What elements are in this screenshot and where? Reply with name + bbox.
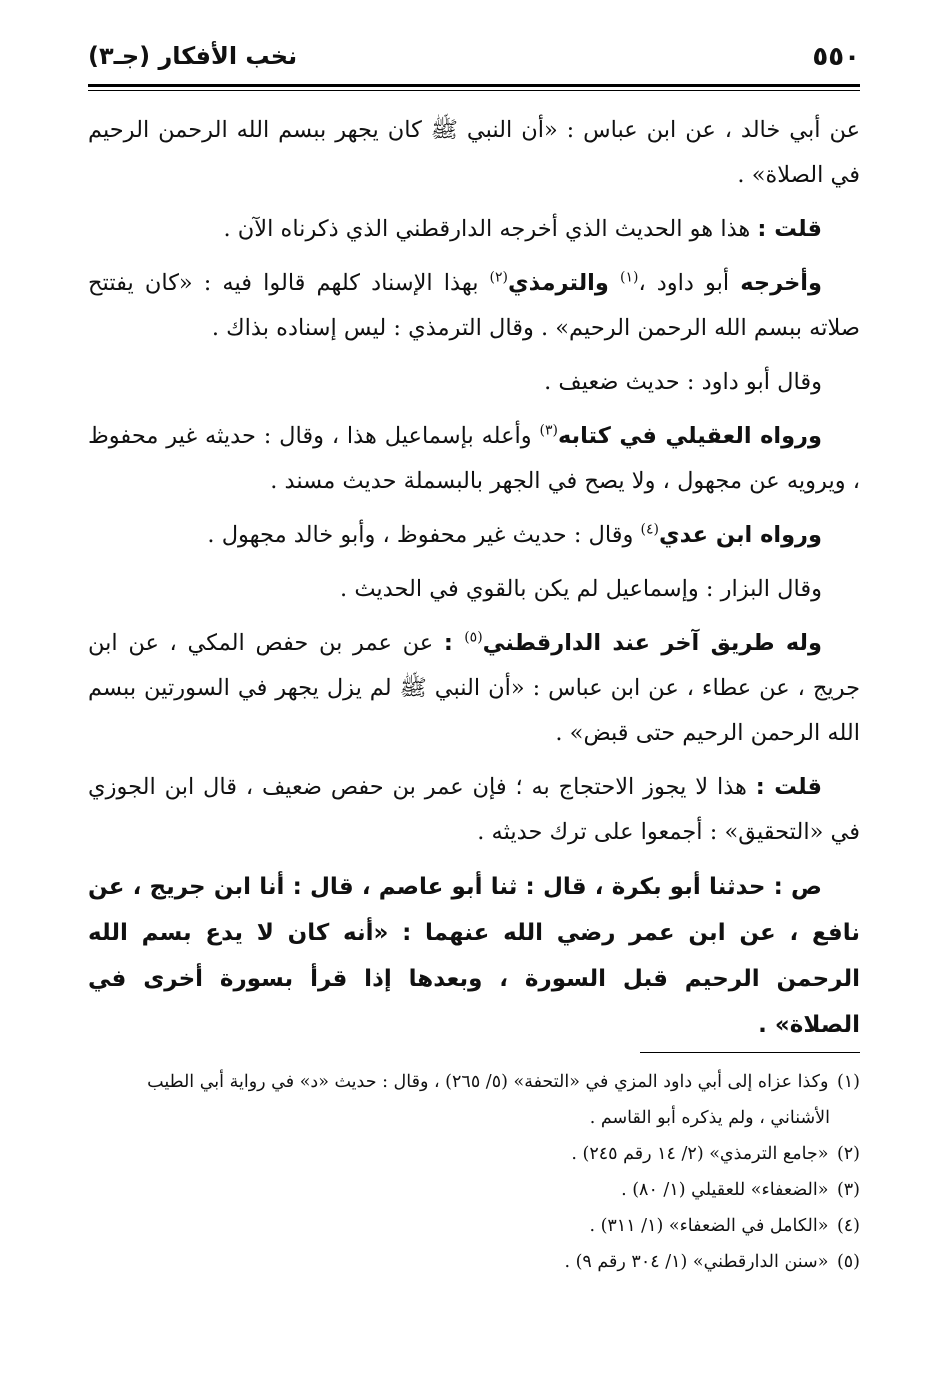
footnotes [88, 1064, 860, 1280]
footnote-4 [88, 1208, 860, 1244]
paragraph-10 [88, 864, 860, 1048]
paragraph-3-part-a: أبو داود ، [638, 270, 730, 296]
footnote-separator [640, 1052, 860, 1053]
paragraph-9-text: هذا لا يجوز الاحتجاج به ؛ فإن عمر بن حفص ضعيف ، قال ابن الجوزي في «التحقيق» : أجمعوا على ترك حديثه . [88, 774, 860, 845]
header-rule-thin [88, 90, 860, 91]
paragraph-4-text: وقال أبو داود : حديث ضعيف . [544, 369, 822, 395]
paragraph-3-part-b: بهذا الإسناد كلهم قالوا فيه : «كان يفتتح صلاته ببسم الله الرحمن الرحيم» . وقال الترمذي : ليس إسناده بذاك . [88, 270, 860, 341]
paragraph-1-text: عن أبي خالد ، عن ابن عباس : «أن النبي ﷺ كان يجهر ببسم الله الرحمن الرحيم في الصلاة» . [88, 117, 860, 188]
paragraph-1 [88, 108, 860, 198]
footnote-4-text: «الكامل في الضعفاء» (١/ ٣١١) . [589, 1216, 829, 1236]
running-title: نخب الأفكار (جـ٣) [88, 42, 298, 70]
footnote-2-text: «جامع الترمذي» (٢/ ١٤ رقم ٢٤٥) . [571, 1144, 829, 1164]
paragraph-3-lead-2: والترمذي [508, 270, 609, 296]
page-header [88, 40, 860, 84]
paragraph-4 [88, 360, 860, 405]
footnote-ref-5[interactable]: (٥) [464, 629, 483, 646]
footnote-ref-4[interactable]: (٤) [640, 521, 660, 538]
paragraph-6-lead: ورواه ابن عدي [659, 522, 822, 548]
footnote-5-text: «سنن الدارقطني» (١/ ٣٠٤ رقم ٩) . [564, 1252, 829, 1272]
paragraph-8-colon: : [443, 630, 465, 656]
paragraph-5 [88, 414, 860, 504]
footnote-ref-1[interactable]: (١) [619, 269, 639, 286]
paragraph-10-text: ص : حدثنا أبو بكرة ، قال : ثنا أبو عاصم ، قال : أنا ابن جريج ، عن نافع ، عن ابن عمر رضي الله عنهما : «أنه كان لا يدع بسم الله الرحمن الرحيم قبل السورة ، وبعدها إذا قرأ بسورة أخرى في الصلاة» . [88, 874, 860, 1038]
footnote-5-number: (٥) [836, 1252, 860, 1272]
footnote-5 [88, 1244, 860, 1280]
footnote-2-number: (٢) [836, 1144, 860, 1164]
paragraph-5-text: وأعله بإسماعيل هذا ، وقال : حديثه غير محفوظ ، ويرويه عن مجهول ، ولا يصح في الجهر بالبسملة حديث مسند . [88, 423, 860, 494]
paragraph-2-text: هذا هو الحديث الذي أخرجه الدارقطني الذي ذكرناه الآن . [223, 216, 751, 242]
paragraph-3-lead-1: وأخرجه [740, 270, 822, 296]
footnote-3 [88, 1172, 860, 1208]
paragraph-6-text: وقال : حديث غير محفوظ ، وأبو خالد مجهول . [207, 522, 634, 548]
paragraph-6 [88, 513, 860, 558]
footnote-1-number: (١) [836, 1072, 860, 1092]
footnote-1-continuation: الأشناني ، ولم يذكره أبو القاسم . [589, 1108, 830, 1128]
footnote-3-text: «الضعفاء» للعقيلي (١/ ٨٠) . [621, 1180, 829, 1200]
footnote-ref-2[interactable]: (٢) [489, 269, 508, 286]
paragraph-9-lead: قلت : [755, 774, 823, 800]
paragraph-7-text: وقال البزار : وإسماعيل لم يكن بالقوي في الحديث . [340, 576, 822, 602]
footnote-3-number: (٣) [836, 1180, 860, 1200]
paragraph-2 [88, 207, 860, 252]
footnote-4-number: (٤) [836, 1216, 860, 1236]
footnote-1-text: وكذا عزاه إلى أبي داود المزي في «التحفة» (٥/ ٢٦٥) ، وقال : حديث «د» في رواية أبي الطيب [147, 1072, 829, 1092]
header-rule-thick [88, 84, 860, 87]
paragraph-9 [88, 765, 860, 855]
paragraph-5-lead: ورواه العقيلي في كتابه [558, 423, 822, 449]
page-number: ٥٥٠ [812, 42, 860, 72]
paragraph-7 [88, 567, 860, 612]
footnote-1 [88, 1064, 860, 1100]
paragraph-8-lead: وله طريق آخر عند الدارقطني [482, 630, 822, 656]
paragraph-8 [88, 621, 860, 756]
paragraph-8-text: عن عمر بن حفص المكي ، عن ابن جريج ، عن عطاء ، عن ابن عباس : «أن النبي ﷺ لم يزل يجهر في السورتين ببسم الله الرحمن الرحيم حتى قبض» . [88, 630, 860, 746]
paragraph-3 [88, 261, 860, 351]
main-text [88, 108, 860, 1057]
footnote-2 [88, 1136, 860, 1172]
paragraph-2-lead: قلت : [757, 216, 822, 242]
footnote-ref-3[interactable]: (٣) [539, 422, 558, 439]
